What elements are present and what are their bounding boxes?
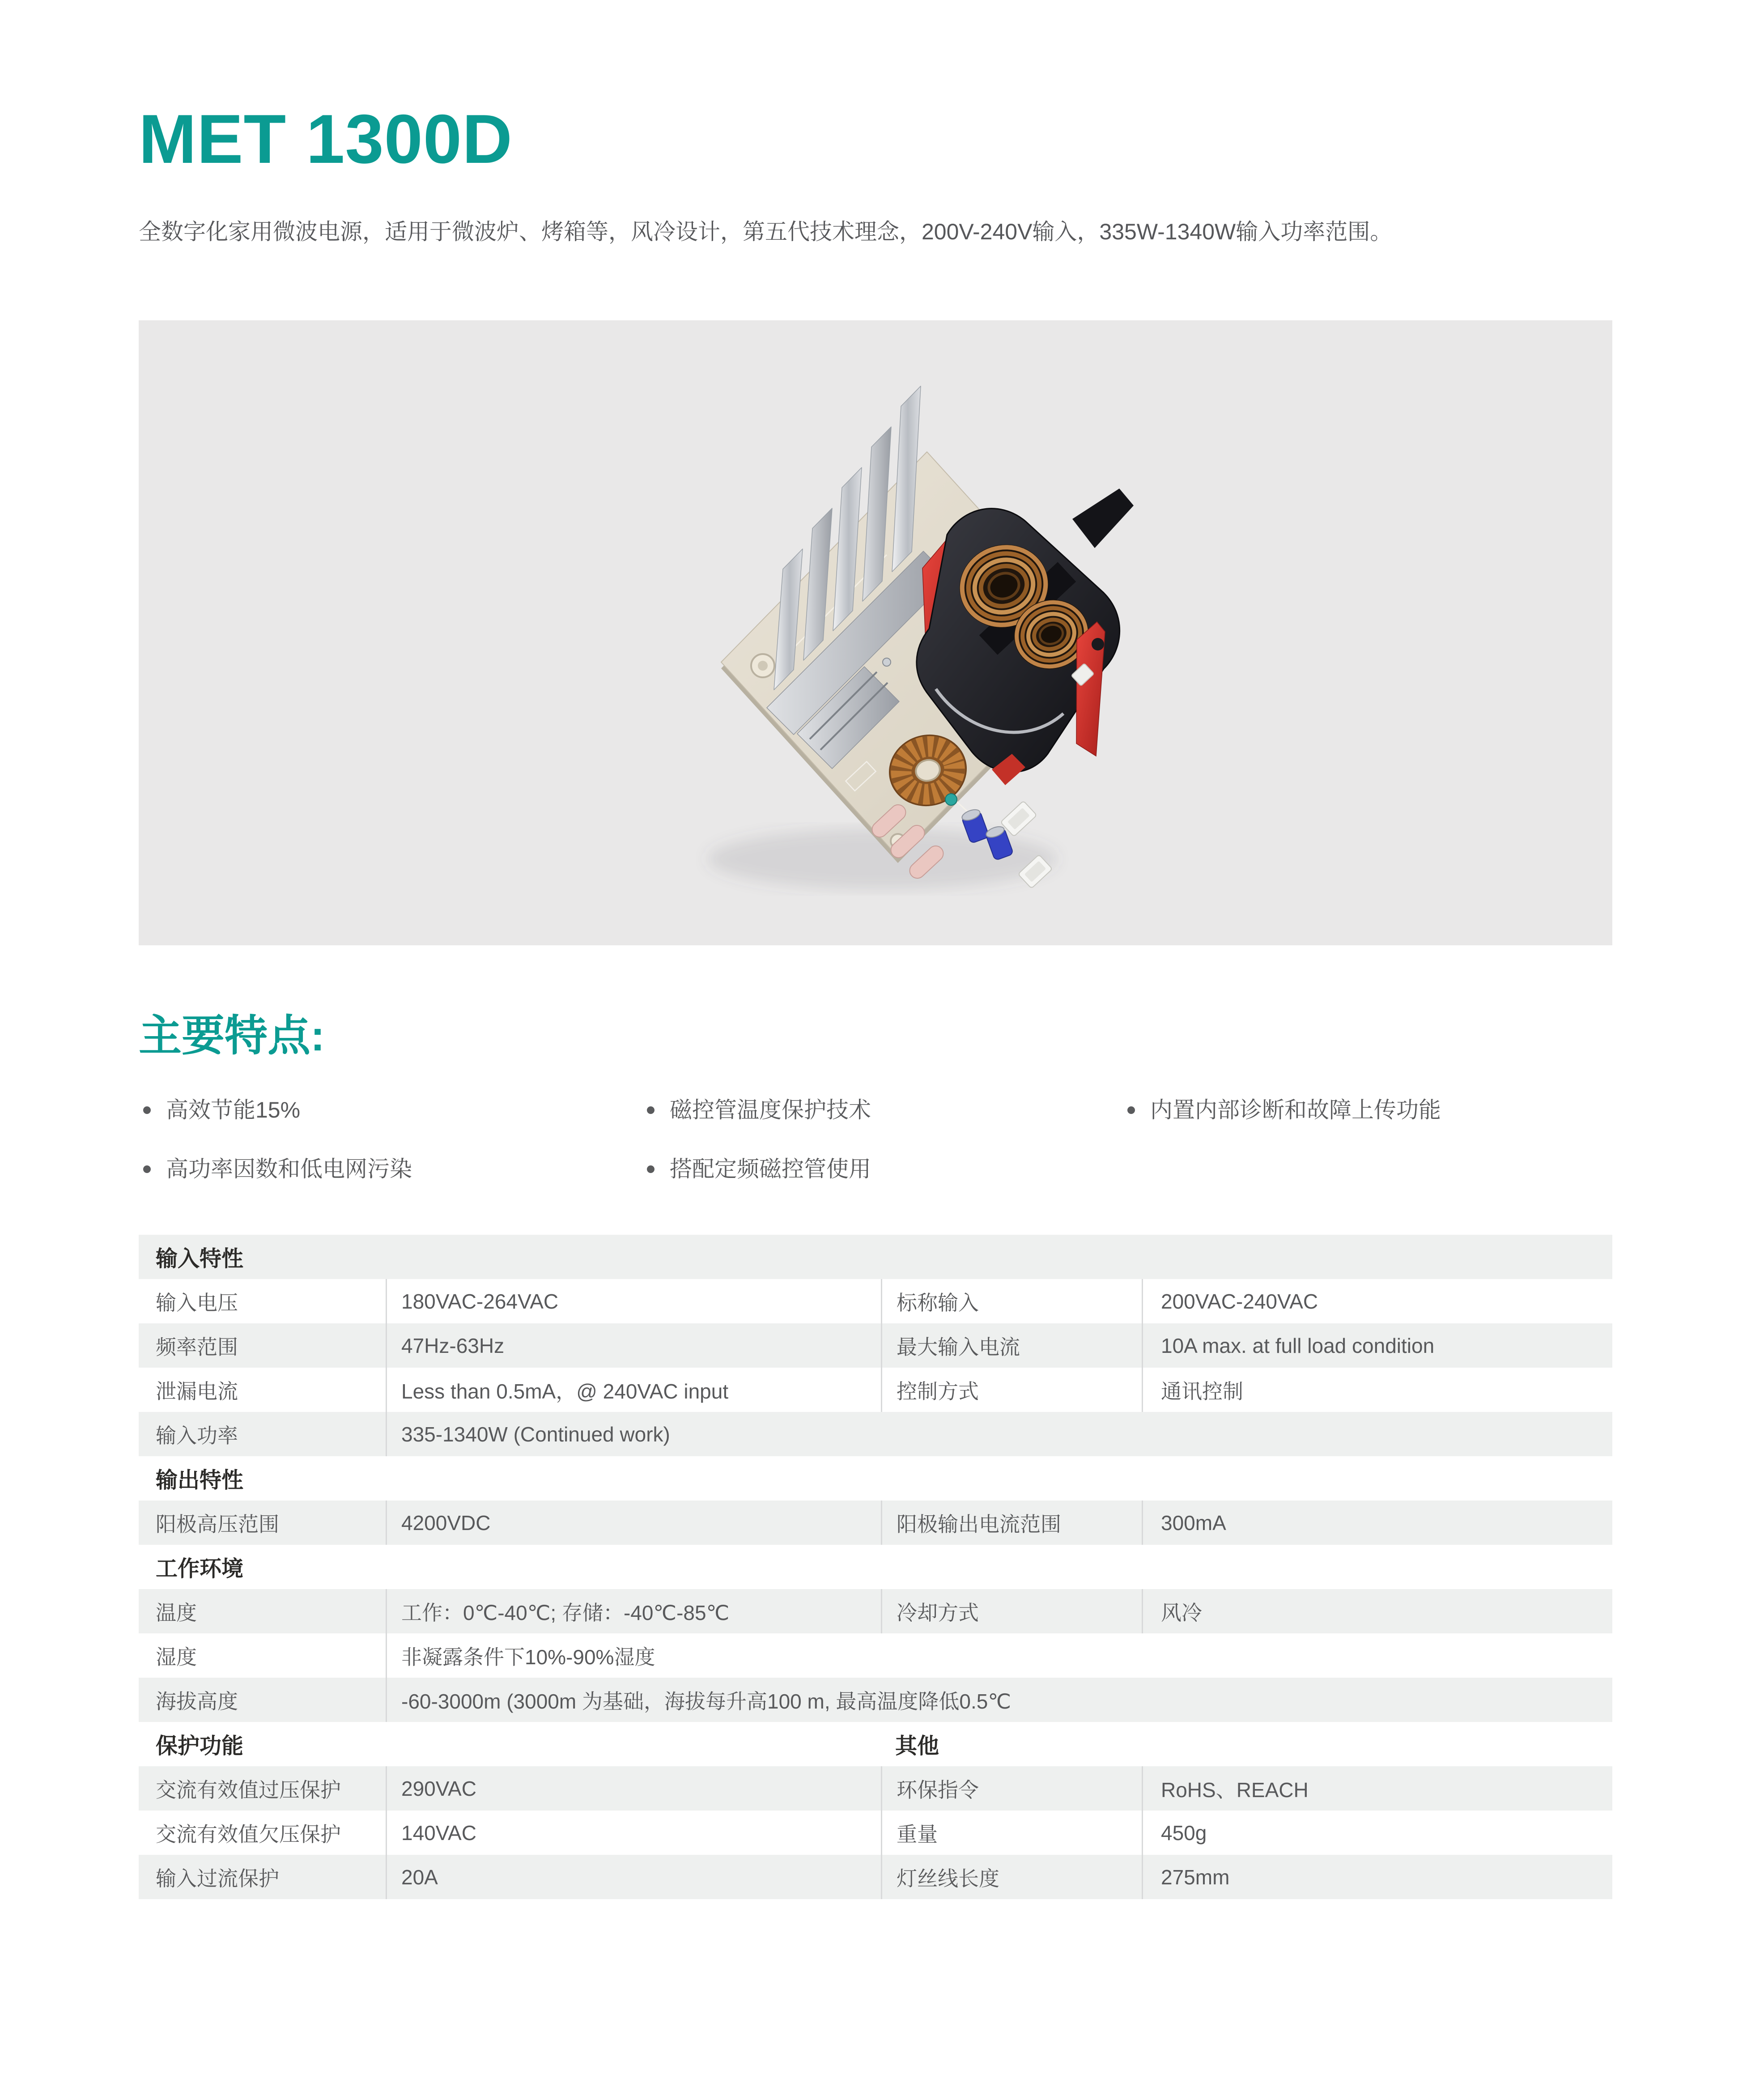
- table-row: [139, 1633, 1612, 1678]
- bullet-icon: [1127, 1106, 1135, 1114]
- table-row: [139, 1279, 1612, 1323]
- section-title: 输入特性: [156, 1246, 244, 1271]
- spec-value: 275mm: [1142, 1855, 1612, 1899]
- feature-label: 高效节能15%: [166, 1097, 301, 1122]
- product-image-panel: [139, 320, 1612, 945]
- spec-label: 海拔高度: [156, 1689, 238, 1713]
- features-heading: 主要特点:: [139, 1012, 325, 1060]
- table-row: [139, 1589, 1612, 1633]
- spec-label: 输入功率: [156, 1424, 238, 1447]
- bullet-icon: [143, 1165, 151, 1173]
- feature-label: 磁控管温度保护技术: [670, 1097, 871, 1122]
- section-title: 保护功能: [156, 1734, 244, 1758]
- spec-value: RoHS、REACH: [1142, 1766, 1612, 1811]
- spec-label: 输入电压: [156, 1291, 238, 1314]
- spec-label: 频率范围: [156, 1335, 238, 1359]
- spec-label: 阳极输出电流范围: [881, 1501, 1142, 1545]
- spec-value: 20A: [386, 1855, 881, 1899]
- spec-table: [139, 1235, 1612, 1899]
- product-description: 全数字化家用微波电源，适用于微波炉、烤箱等，风冷设计，第五代技术理念，200V-240V输入，335W-1340W输入功率范围。: [139, 219, 1393, 244]
- spec-value: 140VAC: [386, 1811, 881, 1855]
- section-title: 其他: [895, 1734, 939, 1758]
- product-render-svg: [654, 376, 1146, 904]
- table-row: [139, 1368, 1612, 1412]
- spec-value: 47Hz-63Hz: [386, 1323, 881, 1368]
- feature-item: [642, 1155, 1123, 1214]
- spec-value: 4200VDC: [386, 1501, 881, 1545]
- spec-value: 335-1340W (Continued work): [386, 1412, 1612, 1456]
- spec-label: 输入过流保护: [156, 1866, 279, 1890]
- spec-label: 最大输入电流: [881, 1323, 1142, 1368]
- spec-label: 控制方式: [881, 1368, 1142, 1412]
- table-row: [139, 1855, 1612, 1899]
- spec-value: 300mA: [1142, 1501, 1612, 1545]
- spec-value: Less than 0.5mA，@ 240VAC input: [386, 1368, 881, 1412]
- spec-label: 阳极高压范围: [156, 1512, 279, 1536]
- feature-item: [1123, 1096, 1612, 1155]
- spec-label: 环保指令: [881, 1766, 1142, 1811]
- bullet-icon: [647, 1165, 654, 1173]
- spec-label: 冷却方式: [881, 1589, 1142, 1633]
- spec-label: 交流有效值欠压保护: [156, 1822, 341, 1846]
- table-row: [139, 1501, 1612, 1545]
- spec-value: 非凝露条件下10%-90%湿度: [386, 1633, 1612, 1678]
- table-section-row: [139, 1456, 1612, 1501]
- table-section-row: [139, 1235, 1612, 1279]
- spec-label: 标称输入: [881, 1279, 1142, 1323]
- bullet-icon: [143, 1106, 151, 1114]
- spec-label: 灯丝线长度: [881, 1855, 1142, 1899]
- spec-value: 通讯控制: [1142, 1368, 1612, 1412]
- table-row: [139, 1678, 1612, 1722]
- spec-value: -60-3000m (3000m 为基础，海拔每升高100 m, 最高温度降低0.5℃: [386, 1678, 1612, 1722]
- section-title: 输出特性: [156, 1468, 244, 1492]
- features-list: [139, 1096, 1612, 1214]
- feature-item: [642, 1096, 1123, 1155]
- spec-value: 200VAC-240VAC: [1142, 1279, 1612, 1323]
- feature-item: [139, 1096, 642, 1155]
- table-row: [139, 1323, 1612, 1368]
- spec-value: 450g: [1142, 1811, 1612, 1855]
- section-title: 工作环境: [156, 1556, 244, 1581]
- feature-label: 高功率因数和低电网污染: [166, 1156, 412, 1182]
- spec-value: 风冷: [1142, 1589, 1612, 1633]
- table-section-row: [139, 1722, 1612, 1766]
- spec-value: 10A max. at full load condition: [1142, 1323, 1612, 1368]
- feature-item: [139, 1155, 642, 1214]
- page-title: MET 1300D: [139, 100, 513, 178]
- table-section-row: [139, 1545, 1612, 1589]
- spec-label: 交流有效值过压保护: [156, 1778, 341, 1802]
- table-row: [139, 1412, 1612, 1456]
- spec-label: 泄漏电流: [156, 1379, 238, 1403]
- spec-label: 重量: [881, 1811, 1142, 1855]
- table-row: [139, 1766, 1612, 1811]
- spec-value: 180VAC-264VAC: [386, 1279, 881, 1323]
- feature-label: 搭配定频磁控管使用: [670, 1156, 871, 1182]
- bullet-icon: [647, 1106, 654, 1114]
- spec-value: 工作：0℃-40℃; 存储：-40℃-85℃: [386, 1589, 881, 1633]
- table-row: [139, 1811, 1612, 1855]
- spec-label: 温度: [156, 1601, 197, 1624]
- spec-label: 湿度: [156, 1645, 197, 1669]
- spec-value: 290VAC: [386, 1766, 881, 1811]
- feature-label: 内置内部诊断和故障上传功能: [1150, 1097, 1441, 1122]
